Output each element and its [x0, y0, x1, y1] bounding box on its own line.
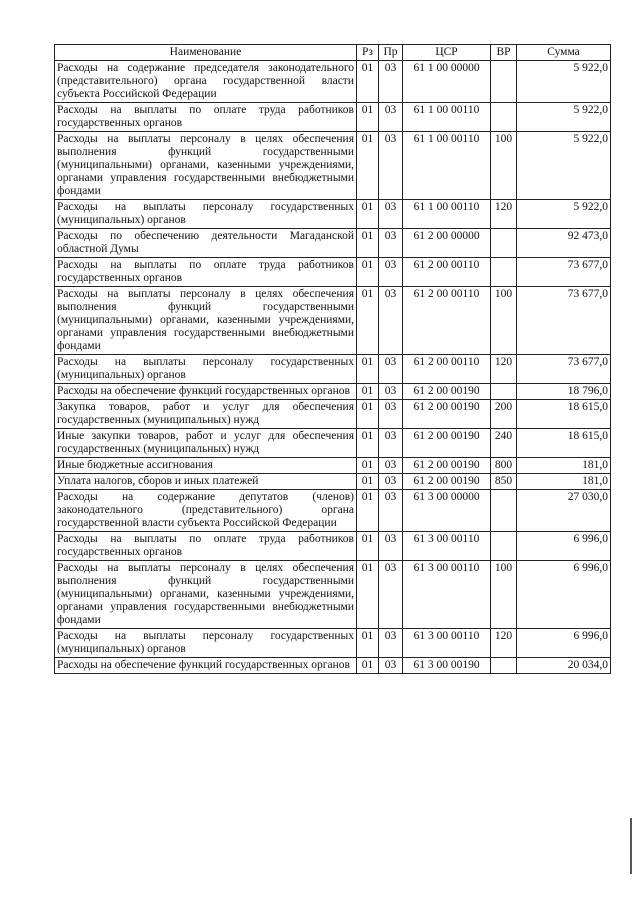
- cell-vr: 200: [491, 400, 517, 429]
- cell-pr: 03: [379, 474, 403, 490]
- cell-name: Расходы на выплаты по оплате труда работников государственных органов: [55, 258, 357, 287]
- cell-csr: 61 1 00 00110: [403, 200, 491, 229]
- cell-vr: 100: [491, 561, 517, 629]
- cell-vr: 120: [491, 200, 517, 229]
- cell-name: Расходы на выплаты по оплате труда работников государственных органов: [55, 103, 357, 132]
- cell-pr: 03: [379, 400, 403, 429]
- cell-vr: [491, 103, 517, 132]
- cell-rz: 01: [357, 61, 379, 103]
- cell-csr: 61 2 00 00190: [403, 384, 491, 400]
- cell-sum: 5 922,0: [517, 200, 611, 229]
- cell-sum: 181,0: [517, 458, 611, 474]
- cell-pr: 03: [379, 258, 403, 287]
- cell-name: Иные закупки товаров, работ и услуг для обеспечения государственных (муниципальных) нужд: [55, 429, 357, 458]
- cell-sum: 73 677,0: [517, 258, 611, 287]
- cell-pr: 03: [379, 103, 403, 132]
- cell-sum: 5 922,0: [517, 61, 611, 103]
- cell-pr: 03: [379, 355, 403, 384]
- cell-rz: 01: [357, 200, 379, 229]
- page-edge-mark: [630, 818, 632, 874]
- cell-rz: 01: [357, 258, 379, 287]
- cell-csr: 61 2 00 00110: [403, 258, 491, 287]
- cell-sum: 18 615,0: [517, 400, 611, 429]
- cell-name: Расходы по обеспечению деятельности Магаданской областной Думы: [55, 229, 357, 258]
- cell-vr: [491, 61, 517, 103]
- cell-vr: 240: [491, 429, 517, 458]
- cell-pr: 03: [379, 532, 403, 561]
- cell-rz: 01: [357, 400, 379, 429]
- table-row: [55, 474, 611, 490]
- cell-name: Расходы на выплаты персоналу в целях обеспечения выполнения функций государственными (муниципальными) органами, казенными учреждениями, органами управления государственными внебюджетными фондами: [55, 561, 357, 629]
- cell-rz: 01: [357, 490, 379, 532]
- cell-vr: [491, 490, 517, 532]
- cell-rz: 01: [357, 132, 379, 200]
- cell-name: Иные бюджетные ассигнования: [55, 458, 357, 474]
- cell-name: Расходы на содержание председателя законодательного (представительного) органа государственной власти субъекта Российской Федерации: [55, 61, 357, 103]
- cell-csr: 61 2 00 00190: [403, 474, 491, 490]
- cell-sum: 27 030,0: [517, 490, 611, 532]
- cell-csr: 61 3 00 00110: [403, 532, 491, 561]
- cell-sum: 18 796,0: [517, 384, 611, 400]
- cell-csr: 61 3 00 00190: [403, 658, 491, 674]
- cell-pr: 03: [379, 658, 403, 674]
- cell-rz: 01: [357, 658, 379, 674]
- cell-csr: 61 3 00 00110: [403, 629, 491, 658]
- cell-csr: 61 3 00 00110: [403, 561, 491, 629]
- cell-name: Расходы на обеспечение функций государственных органов: [55, 384, 357, 400]
- cell-csr: 61 2 00 00110: [403, 287, 491, 355]
- cell-vr: [491, 658, 517, 674]
- cell-sum: 5 922,0: [517, 132, 611, 200]
- cell-vr: 120: [491, 629, 517, 658]
- table-row: [55, 658, 611, 674]
- cell-name: Расходы на выплаты персоналу в целях обеспечения выполнения функций государственными (муниципальными) органами, казенными учреждениями, органами управления государственными внебюджетными фондами: [55, 287, 357, 355]
- cell-pr: 03: [379, 61, 403, 103]
- cell-vr: [491, 229, 517, 258]
- cell-rz: 01: [357, 474, 379, 490]
- table-row: [55, 258, 611, 287]
- cell-sum: 73 677,0: [517, 287, 611, 355]
- cell-name: Закупка товаров, работ и услуг для обеспечения государственных (муниципальных) нужд: [55, 400, 357, 429]
- header-csr: ЦСР: [403, 45, 491, 61]
- cell-pr: 03: [379, 287, 403, 355]
- cell-rz: 01: [357, 229, 379, 258]
- header-row: [55, 45, 611, 61]
- table-row: [55, 458, 611, 474]
- cell-vr: 100: [491, 132, 517, 200]
- table-row: [55, 200, 611, 229]
- header-rz: Рз: [357, 45, 379, 61]
- cell-pr: 03: [379, 561, 403, 629]
- cell-name: Расходы на выплаты персоналу государственных (муниципальных) органов: [55, 355, 357, 384]
- cell-name: Расходы на обеспечение функций государственных органов: [55, 658, 357, 674]
- cell-rz: 01: [357, 629, 379, 658]
- cell-vr: 800: [491, 458, 517, 474]
- cell-name: Расходы на выплаты персоналу государственных (муниципальных) органов: [55, 200, 357, 229]
- cell-rz: 01: [357, 355, 379, 384]
- cell-csr: 61 1 00 00110: [403, 132, 491, 200]
- cell-rz: 01: [357, 458, 379, 474]
- cell-name: Расходы на выплаты персоналу государственных (муниципальных) органов: [55, 629, 357, 658]
- table-row: [55, 132, 611, 200]
- header-pr: Пр: [379, 45, 403, 61]
- cell-pr: 03: [379, 490, 403, 532]
- cell-csr: 61 2 00 00190: [403, 400, 491, 429]
- table-row: [55, 229, 611, 258]
- header-vr: ВР: [491, 45, 517, 61]
- table-row: [55, 287, 611, 355]
- cell-pr: 03: [379, 132, 403, 200]
- cell-rz: 01: [357, 287, 379, 355]
- cell-name: Расходы на содержание депутатов (членов) законодательного (представительного) органа государственной власти субъекта Российской Федерации: [55, 490, 357, 532]
- cell-sum: 92 473,0: [517, 229, 611, 258]
- cell-csr: 61 2 00 00110: [403, 355, 491, 384]
- cell-vr: 120: [491, 355, 517, 384]
- cell-vr: 100: [491, 287, 517, 355]
- cell-sum: 6 996,0: [517, 532, 611, 561]
- cell-sum: 6 996,0: [517, 561, 611, 629]
- cell-csr: 61 2 00 00190: [403, 458, 491, 474]
- cell-csr: 61 1 00 00000: [403, 61, 491, 103]
- cell-vr: [491, 384, 517, 400]
- cell-sum: 73 677,0: [517, 355, 611, 384]
- cell-sum: 6 996,0: [517, 629, 611, 658]
- cell-pr: 03: [379, 429, 403, 458]
- cell-pr: 03: [379, 200, 403, 229]
- cell-pr: 03: [379, 629, 403, 658]
- table-row: [55, 61, 611, 103]
- cell-pr: 03: [379, 458, 403, 474]
- cell-sum: 18 615,0: [517, 429, 611, 458]
- table-row: [55, 384, 611, 400]
- cell-sum: 5 922,0: [517, 103, 611, 132]
- cell-csr: 61 3 00 00000: [403, 490, 491, 532]
- table-row: [55, 629, 611, 658]
- cell-name: Расходы на выплаты по оплате труда работников государственных органов: [55, 532, 357, 561]
- cell-sum: 20 034,0: [517, 658, 611, 674]
- table-row: [55, 429, 611, 458]
- cell-vr: [491, 532, 517, 561]
- header-sum: Сумма: [517, 45, 611, 61]
- cell-rz: 01: [357, 429, 379, 458]
- table-row: [55, 532, 611, 561]
- cell-sum: 181,0: [517, 474, 611, 490]
- cell-name: Расходы на выплаты персоналу в целях обеспечения выполнения функций государственными (муниципальными) органами, казенными учреждениями, органами управления государственными внебюджетными фондами: [55, 132, 357, 200]
- cell-rz: 01: [357, 384, 379, 400]
- cell-vr: 850: [491, 474, 517, 490]
- table-row: [55, 103, 611, 132]
- cell-pr: 03: [379, 384, 403, 400]
- cell-name: Уплата налогов, сборов и иных платежей: [55, 474, 357, 490]
- table-row: [55, 400, 611, 429]
- cell-vr: [491, 258, 517, 287]
- cell-rz: 01: [357, 561, 379, 629]
- table-row: [55, 561, 611, 629]
- table-row: [55, 490, 611, 532]
- cell-rz: 01: [357, 103, 379, 132]
- cell-csr: 61 2 00 00190: [403, 429, 491, 458]
- cell-csr: 61 2 00 00000: [403, 229, 491, 258]
- cell-pr: 03: [379, 229, 403, 258]
- cell-rz: 01: [357, 532, 379, 561]
- table-row: [55, 355, 611, 384]
- budget-table: [54, 44, 611, 674]
- header-name: Наименование: [55, 45, 357, 61]
- cell-csr: 61 1 00 00110: [403, 103, 491, 132]
